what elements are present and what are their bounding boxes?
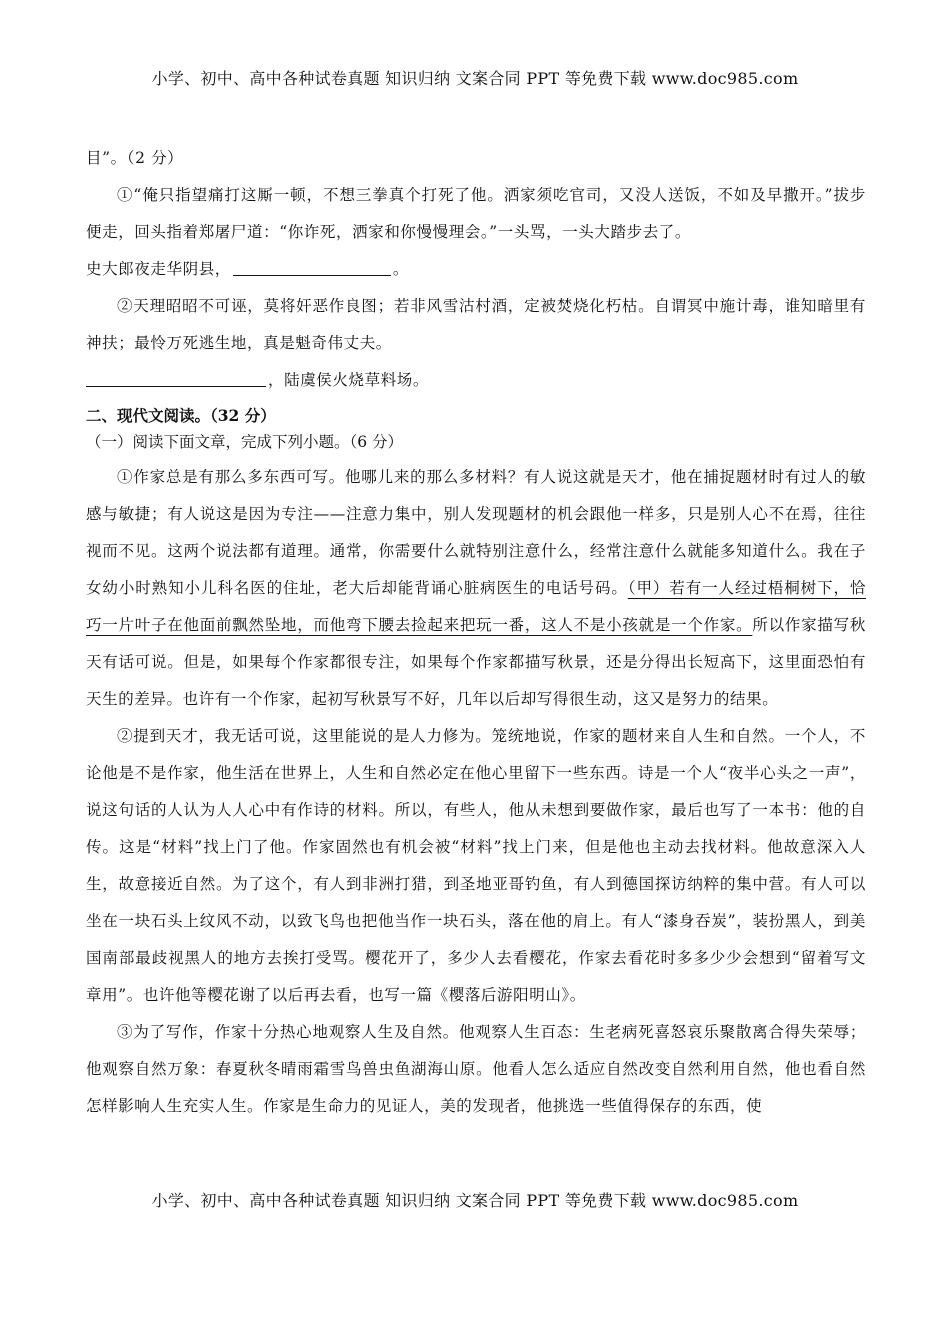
paragraph-1-text-before: ①作家总是有那么多东西可写。他哪儿来的那么多材料？有人说这就是天才，他在捕捉题材时有过人的敏感与敏捷；有人说这是因为专注——注意力集中，别人发现题材的机会跟他一样多，只是别人心不在焉，往往视而不见。这两个说法都有道理。通常，你需要什么就特别注意什么，经常注意什么就能多知道什么。我在子女幼小时熟知小儿科名医的住址，老大后却能背诵心脏病医生的电话号码。	[86, 468, 866, 597]
question-1-answer-prefix: 史大郎夜走华阴县，	[86, 260, 231, 278]
question-2-blank[interactable]	[86, 372, 266, 387]
question-1-answer-line	[86, 251, 866, 288]
paragraph-1-text-after: 所以作家描写秋天有话可说。但是，如果每个作家都很专注，如果每个作家都描写秋景，还是分得出长短高下，这里面恐怕有天生的差异。也许有一个作家，起初写秋景写不好，几年以后却写得很生动，这又是努力的结果。	[86, 616, 866, 708]
question-1-answer-suffix: 。	[392, 260, 410, 278]
question-2-answer-line	[86, 362, 866, 399]
section-2-subtitle: （一）阅读下面文章，完成下列小题。（6 分）	[86, 433, 404, 451]
underlined-sentence-jia: （甲）若有一人经过梧桐树下，恰巧一片叶子在他面前飘然坠地，而他弯下腰去捡起来把玩一番，这人不是小孩就是一个作家。	[86, 579, 866, 634]
section-2-title: 二、现代文阅读。（32 分）	[86, 406, 276, 425]
page-footer: 小学、初中、高中各种试卷真题 知识归纳 文案合同 PPT 等免费下载 www.doc985.com	[151, 1191, 799, 1210]
question-1-blank[interactable]	[233, 261, 391, 276]
question-2-answer-suffix: ，陆虞侯火烧草料场。	[268, 371, 430, 389]
document-body	[86, 140, 866, 1125]
article-paragraph-1	[86, 459, 866, 718]
intro-line: 目”。（2 分）	[86, 149, 184, 167]
question-2-text: ②天理昭昭不可诬，莫将奸恶作良图；若非风雪沽村酒，定被焚烧化朽枯。自谓冥中施计毒，谁知暗里有神扶；最怜万死逃生地，真是魁奇伟丈夫。	[86, 297, 866, 352]
question-1-text: ①“俺只指望痛打这厮一顿，不想三拳真个打死了他。洒家须吃官司，又没人送饭，不如及早撒开。”拔步便走，回头指着郑屠尸道：“你诈死，洒家和你慢慢理会。”一头骂，一头大踏步去了。	[86, 186, 866, 241]
article-paragraph-3: ③为了写作，作家十分热心地观察人生及自然。他观察人生百态：生老病死喜怒哀乐聚散离合得失荣辱；他观察自然万象：春夏秋冬晴雨霜雪鸟兽虫鱼湖海山原。他看人怎么适应自然改变自然利用自然，他也看自然怎样影响人生充实人生。作家是生命力的见证人，美的发现者，他挑选一些值得保存的东西，使	[86, 1023, 866, 1115]
article-paragraph-2: ②提到天才，我无话可说，这里能说的是人力修为。笼统地说，作家的题材来自人生和自然。一个人，不论他是不是作家，他生活在世界上，人生和自然必定在他心里留下一些东西。诗是一个人“夜半心头之一声”，说这句话的人认为人人心中有作诗的材料。所以，有些人，他从未想到要做作家，最后也写了一本书：他的自传。这是“材料”找上门了他。作家固然也有机会被“材料”找上门来，但是他也主动去找材料。他故意深入人生，故意接近自然。为了这个，有人到非洲打猎，到圣地亚哥钓鱼，有人到德国探访纳粹的集中营。有人可以坐在一块石头上纹风不动，以致飞鸟也把他当作一块石头，落在他的肩上。有人“漆身吞炭”，装扮黑人，到美国南部最歧视黑人的地方去挨打受骂。樱花开了，多少人去看樱花，作家去看花时多多少少会想到“留着写文章用”。也许他等樱花谢了以后再去看，也写一篇《樱落后游阳明山》。	[86, 727, 866, 1004]
page-header: 小学、初中、高中各种试卷真题 知识归纳 文案合同 PPT 等免费下载 www.doc985.com	[151, 69, 799, 88]
